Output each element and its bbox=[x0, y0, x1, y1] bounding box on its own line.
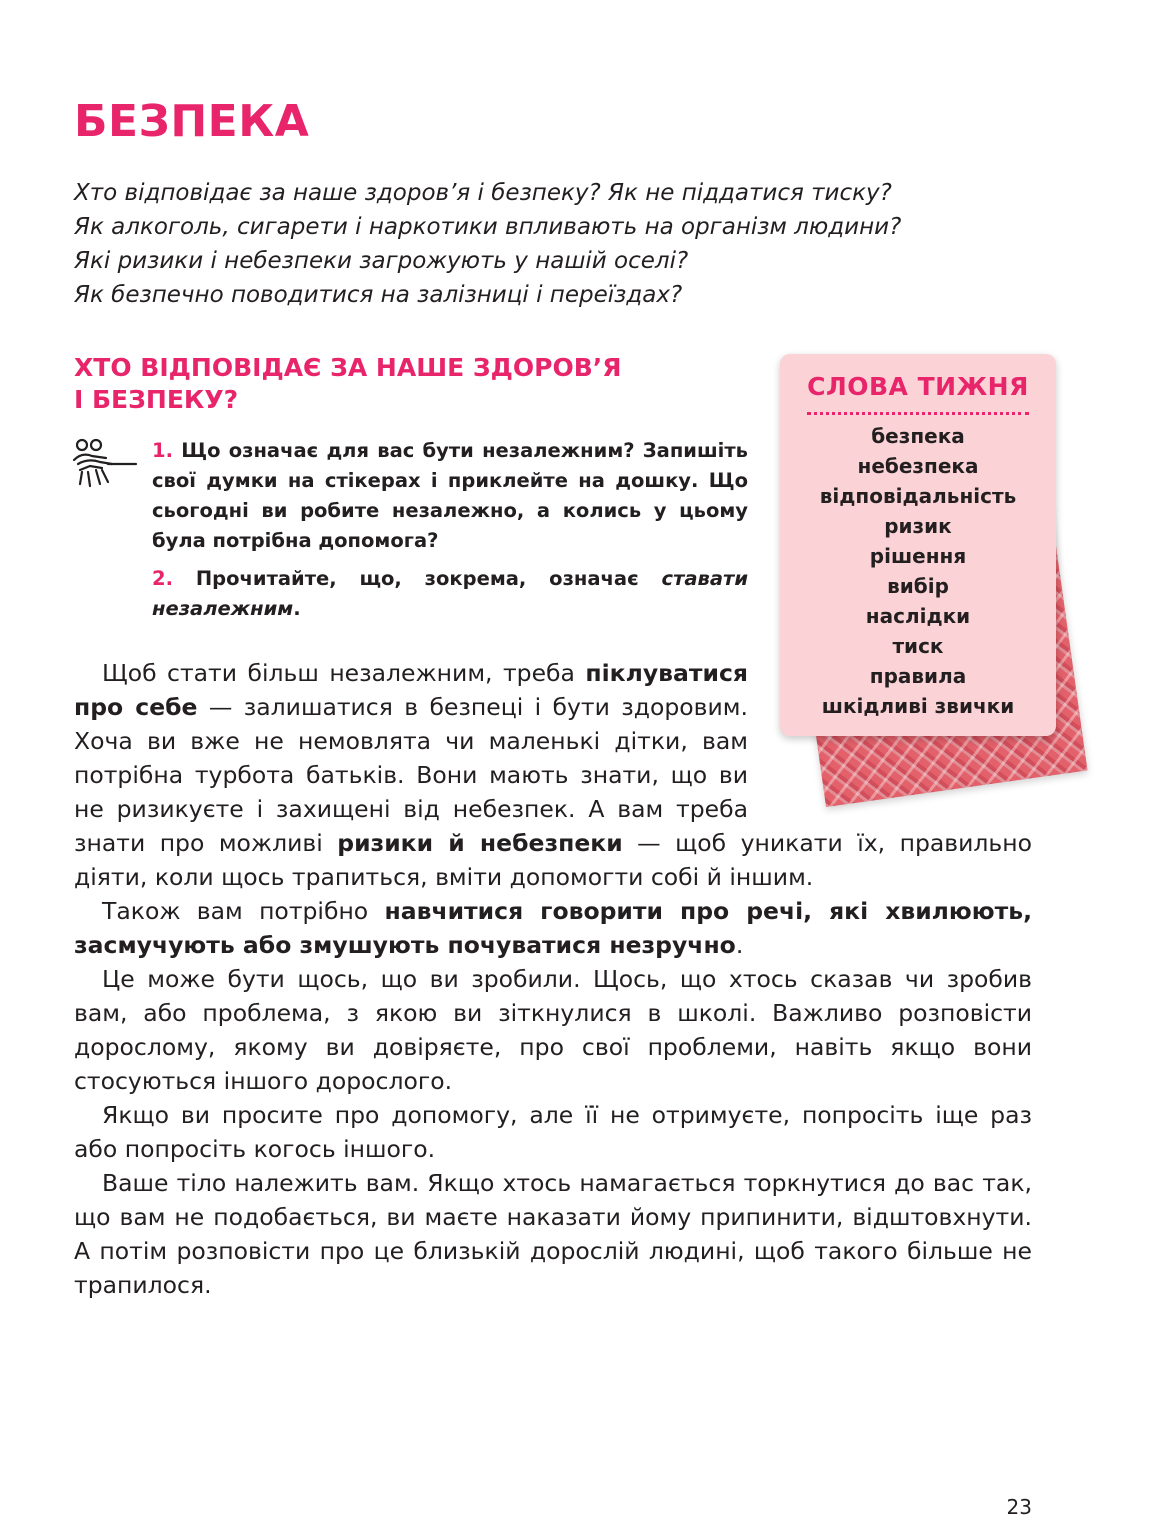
task-number: 2. bbox=[152, 567, 173, 590]
word-item: рішення bbox=[869, 544, 967, 568]
task-text: Що означає для вас бути незалежним? Запишіть свої думки на стікерах і приклейте на дошку. Що сьогодні ви робите незалежно, а колись у цьому була потрібна допомога? bbox=[152, 439, 748, 552]
word-item: правила bbox=[869, 664, 967, 688]
word-item: ризик bbox=[884, 514, 952, 538]
section-title-line: І БЕЗПЕКУ? bbox=[74, 385, 239, 414]
bold-phrase: ризики й небезпеки bbox=[337, 829, 623, 857]
card-float-spacer bbox=[748, 656, 1032, 826]
task-1 bbox=[152, 436, 748, 556]
text-run: — залишатися в безпеці і бути здоровим. Хоча ви вже не немовлята чи маленькі дітки, вам потрібна турбота батьків. Вони мають знати, що ви не ризикуєте і захищені від небезпек. А вам треба знати про можливі bbox=[74, 693, 748, 857]
card-title: СЛОВА ТИЖНЯ bbox=[807, 372, 1029, 401]
task-text: Прочитайте, що, зокрема, означає bbox=[195, 567, 639, 590]
paragraph: Якщо ви просите про допомогу, але її не отримуєте, попросіть іще раз або попросіть когось іншого. bbox=[74, 1101, 1032, 1163]
group-work-icon bbox=[72, 436, 138, 494]
intro-question: Хто відповідає за наше здоров’я і безпеку? Як не піддатися тиску? bbox=[74, 180, 892, 206]
main-text bbox=[74, 656, 1032, 1302]
page-title: БЕЗПЕКА bbox=[74, 96, 310, 147]
task-number: 1. bbox=[152, 439, 173, 462]
page-number: 23 bbox=[1006, 1495, 1032, 1519]
word-item: безпека bbox=[871, 424, 965, 448]
text-run: Також вам потрібно bbox=[102, 897, 385, 925]
text-run: Щоб стати більш незалежним, треба bbox=[102, 659, 586, 687]
intro-question: Як алкоголь, сигарети і наркотики впливають на організм людини? bbox=[74, 214, 902, 240]
paragraph: Ваше тіло належить вам. Якщо хтось намагається торкнутися до вас так, що вам не подобається, ви маєте наказати йому припинити, відштовхнути. А потім розповісти про це близькій дорослій людині, щоб такого більше не трапилося. bbox=[74, 1169, 1032, 1299]
text-run: . bbox=[735, 931, 744, 959]
dotted-divider bbox=[807, 406, 1029, 415]
word-item: вибір bbox=[887, 574, 949, 598]
bold-phrase: навчитися говорити про речі, які хвилюють, засмучують або змушують почуватися незручно bbox=[74, 897, 1032, 959]
intro-question: Які ризики і небезпеки загрожують у нашій оселі? bbox=[74, 248, 689, 274]
word-item: наслідки bbox=[865, 604, 971, 628]
word-item: шкідливі звички bbox=[821, 694, 1015, 718]
text-run: — щоб уникати їх, правильно діяти, коли щось трапиться, вміти допомогти собі й іншим. bbox=[74, 829, 1033, 891]
word-item: відповідальність bbox=[819, 484, 1017, 508]
word-item: небезпека bbox=[857, 454, 979, 478]
task-2 bbox=[152, 564, 748, 624]
task-text-end: . bbox=[293, 597, 301, 620]
paragraph: Це може бути щось, що ви зробили. Щось, що хтось сказав чи зробив вам, або проблема, з якою ви зіткнулися в школі. Важливо розповісти дорослому, якому ви довіряєте, про свої проблеми, навіть якщо вони стосуються іншого дорослого. bbox=[74, 965, 1032, 1095]
section-title bbox=[74, 352, 714, 416]
intro-question: Як безпечно поводитися на залізниці і переїздах? bbox=[74, 282, 683, 308]
intro-questions bbox=[74, 176, 1034, 312]
paragraph bbox=[74, 894, 1032, 962]
task-text-italic: ставати незалежним bbox=[152, 567, 748, 620]
word-item: тиск bbox=[892, 634, 944, 658]
bold-phrase: піклуватися про себе bbox=[74, 659, 748, 721]
section-title-line: ХТО ВІДПОВІДАЄ ЗА НАШЕ ЗДОРОВ’Я bbox=[74, 353, 622, 382]
